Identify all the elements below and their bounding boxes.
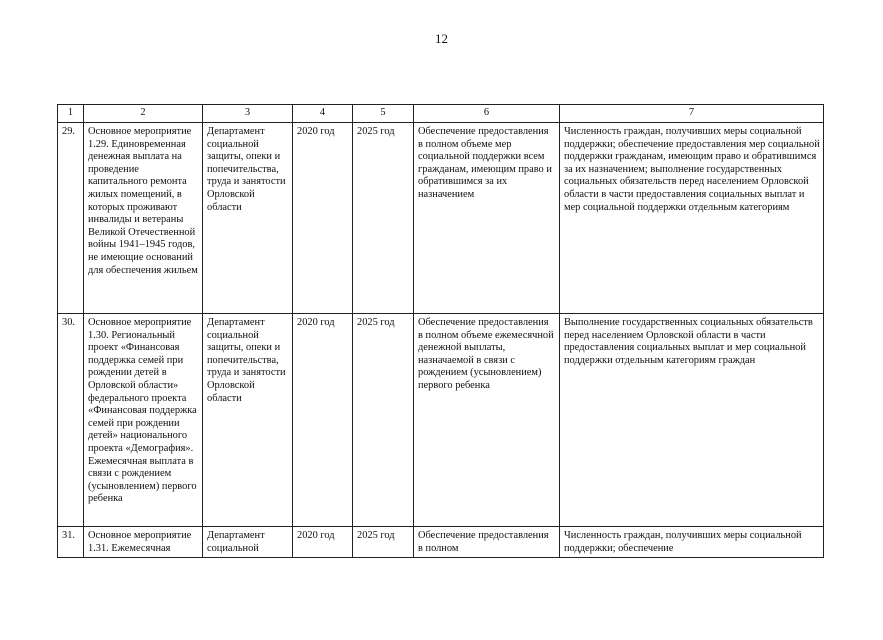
row-number: 30.	[58, 314, 84, 527]
start-year: 2020 год	[293, 527, 353, 558]
column-header: 1	[58, 105, 84, 123]
row-number: 29.	[58, 123, 84, 314]
expected-result: Обеспечение предоставления в полном объеме мер социальной поддержки всем гражданам, имеющим право и обратившимся за их назначением	[414, 123, 560, 314]
expected-result: Обеспечение предоставления в полном	[414, 527, 560, 558]
table-header-row	[58, 105, 824, 123]
end-year: 2025 год	[353, 123, 414, 314]
column-header: 4	[293, 105, 353, 123]
column-header: 7	[560, 105, 824, 123]
indicator: Численность граждан, получивших меры социальной поддержки; обеспечение предоставления мер социальной поддержки гражданам, имеющим право и обратившимся за их назначением; выполнение государственных социальных обязательств перед населением Орловской области в части предоставления социальных выплат и мер социальной поддержки отдельным категориям	[560, 123, 824, 314]
column-header: 5	[353, 105, 414, 123]
end-year: 2025 год	[353, 527, 414, 558]
indicator: Выполнение государственных социальных обязательств перед населением Орловской области в части предоставления социальных выплат и мер социальной поддержки отдельным категориям граждан	[560, 314, 824, 527]
executor: Департамент социальной защиты, опеки и попечительства, труда и занятости Орловской области	[203, 123, 293, 314]
start-year: 2020 год	[293, 123, 353, 314]
activity-name: Основное мероприятие 1.29. Единовременная денежная выплата на проведение капитального ремонта жилых помещений, в которых проживают инвалиды и ветераны Великой Отечественной войны 1941–1945 годов, не имеющие оснований для обеспечения жильем	[84, 123, 203, 314]
expected-result: Обеспечение предоставления в полном объеме ежемесячной денежной выплаты, назначаемой в связи с рождением (усыновлением) первого ребенка	[414, 314, 560, 527]
activity-name: Основное мероприятие 1.30. Региональный проект «Финансовая поддержка семей при рождении детей в Орловской области» федерального проекта «Финансовая поддержка семей при рождении детей» национального проекта «Демография». Ежемесячная выплата в связи с рождением (усыновлением) первого ребенка	[84, 314, 203, 527]
table-row	[58, 314, 824, 527]
program-table	[57, 104, 824, 558]
column-header: 2	[84, 105, 203, 123]
table-row	[58, 123, 824, 314]
indicator: Численность граждан, получивших меры социальной поддержки; обеспечение	[560, 527, 824, 558]
executor: Департамент социальной защиты, опеки и попечительства, труда и занятости Орловской области	[203, 314, 293, 527]
row-number: 31.	[58, 527, 84, 558]
executor: Департамент социальной	[203, 527, 293, 558]
start-year: 2020 год	[293, 314, 353, 527]
column-header: 3	[203, 105, 293, 123]
column-header: 6	[414, 105, 560, 123]
page-number: 12	[435, 31, 448, 46]
activity-name: Основное мероприятие 1.31. Ежемесячная	[84, 527, 203, 558]
table-row	[58, 527, 824, 558]
end-year: 2025 год	[353, 314, 414, 527]
